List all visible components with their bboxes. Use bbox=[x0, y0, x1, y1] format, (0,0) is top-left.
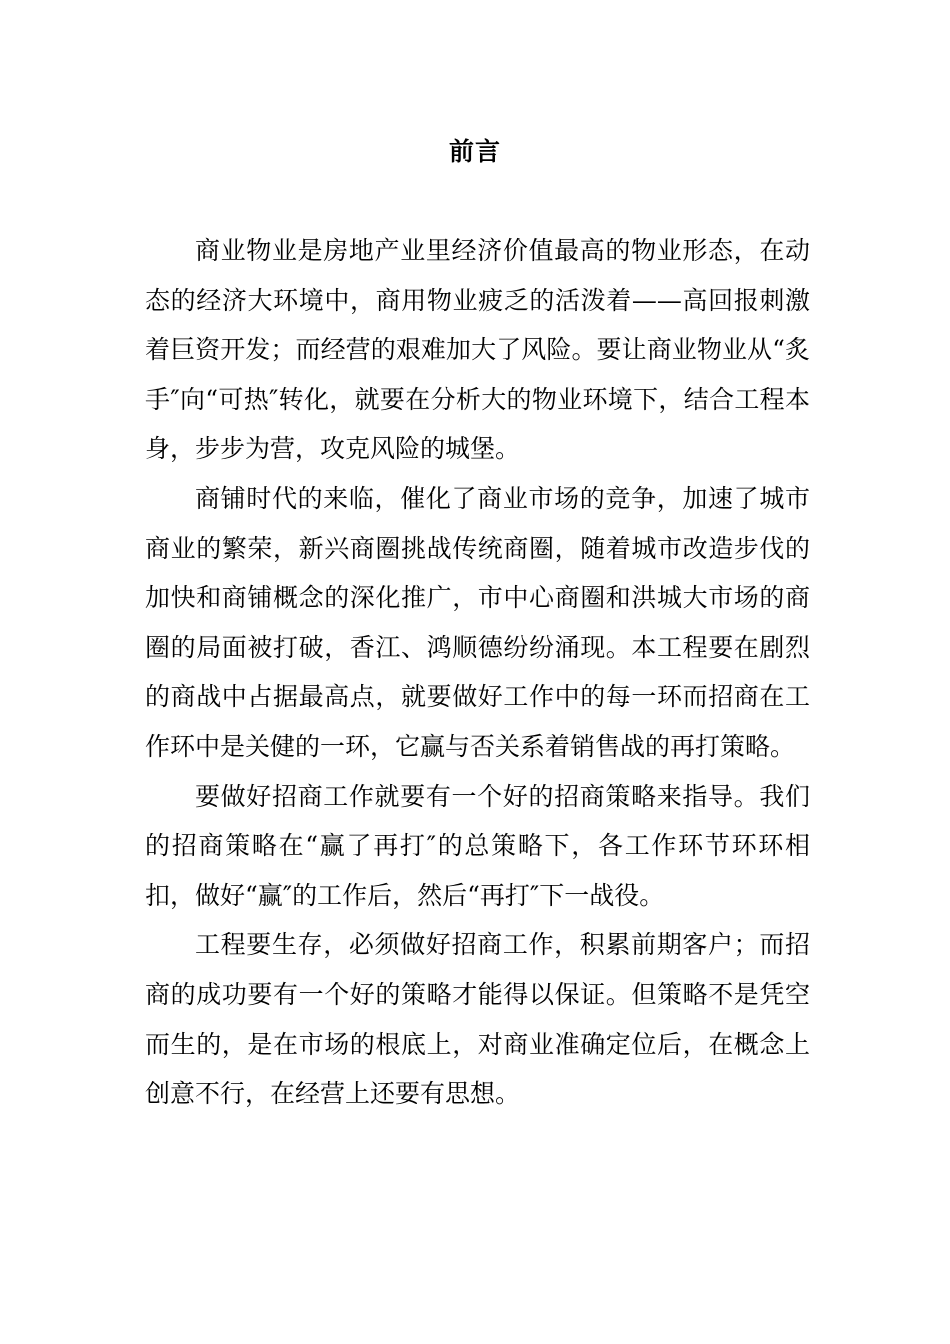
paragraph-2: 商铺时代的来临，催化了商业市场的竞争，加速了城市商业的繁荣，新兴商圈挑战传统商圈，随着城市改造步伐的加快和商铺概念的深化推广，市中心商圈和洪城大市场的商圈的局面被打破，香江、鸿顺德纷纷涌现。本工程要在剧烈的商战中占据最高点，就要做好工作中的每一环而招商在工作环中是关健的一环，它赢与否关系着销售战的再打策略。 bbox=[145, 483, 810, 761]
page-title: 前言 bbox=[448, 137, 501, 166]
paragraph-3: 要做好招商工作就要有一个好的招商策略来指导。我们的招商策略在“赢了再打″的总策略下，各工作环节环环相扣，做好“赢″的工作后，然后“再打″下一战役。 bbox=[145, 781, 810, 910]
paragraph-1: 商业物业是房地产业里经济价值最高的物业形态，在动态的经济大环境中，商用物业疲乏的活泼着——高回报刺激着巨资开发；而经营的艰难加大了风险。要让商业物业从“炙手″向“可热″转化，就要在分析大的物业环境下，结合工程本身，步步为营，攻克风险的城堡。 bbox=[145, 236, 810, 464]
paragraph-4: 工程要生存，必须做好招商工作，积累前期客户；而招商的成功要有一个好的策略才能得以保证。但策略不是凭空而生的，是在市场的根底上，对商业准确定位后，在概念上创意不行，在经营上还要有思想。 bbox=[145, 930, 810, 1109]
document-body bbox=[145, 226, 810, 1119]
